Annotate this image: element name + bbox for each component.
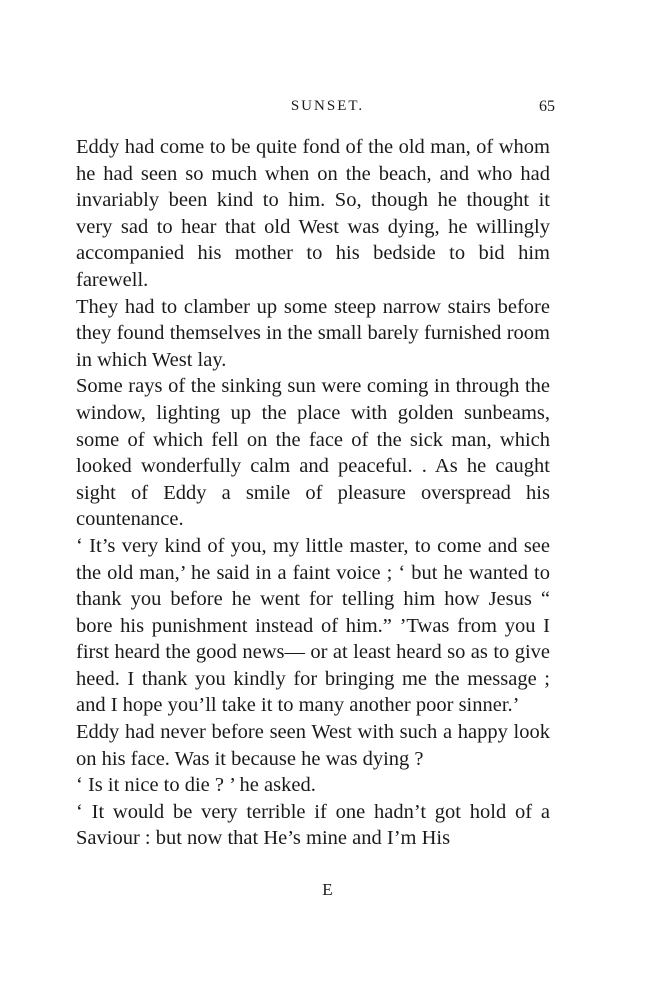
paragraph: Some rays of the sinking sun were coming in through the window, lighting up the place with golden sunbeams, some of which fell on the face of the sick man, which looked wonderfully calm and peaceful. . As he caught sight of Eddy a smile of pleasure overspread his countenance.	[76, 375, 550, 531]
paragraph: Eddy had never before seen West with such a happy look on his face. Was it because he was dying ?	[76, 721, 550, 770]
paragraph: ‘ It would be very terrible if one hadn’t got hold of a Saviour : but now that He’s mine and I’m His	[76, 800, 550, 850]
signature-mark: E	[322, 880, 333, 899]
running-header	[0, 98, 655, 122]
body-text	[76, 134, 550, 852]
page-number: 65	[539, 98, 555, 115]
paragraph: Eddy had come to be quite fond of the old man, of whom he had seen so much when on the beach, and who had invariably been kind to him. So, though he thought it very sad to hear that old West was dying, he willingly accompanied his mother to his bedside to bid him farewell.	[76, 136, 550, 291]
running-title: SUNSET.	[290, 98, 365, 114]
paragraph: ‘ Is it nice to die ? ’ he asked.	[76, 774, 316, 797]
paragraph: They had to clamber up some steep narrow stairs before they found themselves in the small barely furnished room in which West lay.	[76, 295, 550, 371]
paragraph: ‘ It’s very kind of you, my little master, to come and see the old man,’ he said in a faint voice ; ‘ but he wanted to thank you before he went for telling him how Jesus “ bore his punishment instead of him.” ’Twas from you I first heard the good news— or at least heard so as to give heed. I thank you kindly for bringing me the message ; and I hope you’ll take it to many another poor sinner.’	[76, 534, 550, 717]
